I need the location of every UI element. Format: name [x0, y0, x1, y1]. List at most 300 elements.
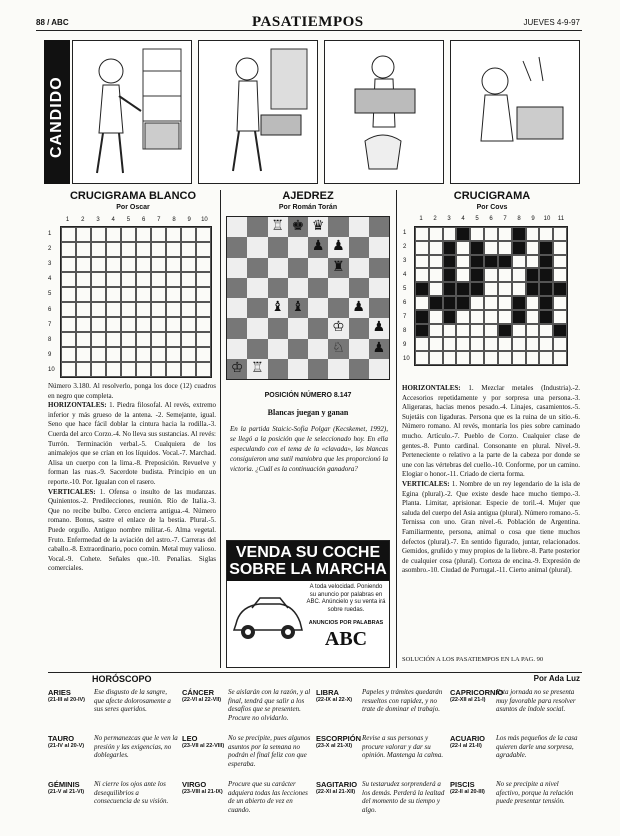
grid-cell[interactable]	[526, 241, 540, 255]
grid-cell[interactable]	[553, 255, 567, 269]
grid-cell[interactable]	[136, 332, 151, 347]
grid-cell[interactable]	[498, 241, 512, 255]
grid-cell[interactable]	[76, 302, 91, 317]
grid-cell[interactable]	[429, 241, 443, 255]
grid-cell[interactable]	[61, 257, 76, 272]
grid-cell[interactable]	[539, 337, 553, 351]
grid-cell[interactable]	[470, 282, 484, 296]
grid-cell[interactable]	[484, 282, 498, 296]
grid-cell[interactable]	[484, 351, 498, 365]
grid-cell[interactable]	[121, 257, 136, 272]
sign-text: Ese disgusto de la sangre, que afecte dolorosamente a sus seres queridos.	[94, 688, 171, 714]
grid-cell[interactable]	[151, 257, 166, 272]
grid-cell[interactable]	[196, 287, 211, 302]
grid-cell[interactable]	[429, 351, 443, 365]
grid-cell[interactable]	[166, 317, 181, 332]
sign-name: GÉMINIS	[48, 780, 80, 789]
grid-cell[interactable]	[470, 227, 484, 241]
grid-cell[interactable]	[61, 287, 76, 302]
grid-cell[interactable]	[498, 282, 512, 296]
sign-text: Se aislarán con la razón, y al final, tendrá que salir a los desafíos que se presenten. Procure no olvidarlo.	[228, 688, 311, 722]
grid-cell[interactable]	[61, 362, 76, 377]
grid-cell[interactable]	[484, 296, 498, 310]
grid-cell[interactable]	[484, 255, 498, 269]
grid-cell[interactable]	[484, 227, 498, 241]
row-number: 2	[403, 244, 407, 250]
grid-cell[interactable]	[121, 242, 136, 257]
sign-name: ARIES	[48, 688, 71, 697]
grid-cell[interactable]	[415, 268, 429, 282]
grid-cell[interactable]	[181, 257, 196, 272]
grid-cell[interactable]	[76, 227, 91, 242]
grid-cell[interactable]	[91, 287, 106, 302]
horoscopo-title: HORÓSCOPO	[92, 674, 152, 684]
grid-cell[interactable]	[106, 287, 121, 302]
sign-text: Esta jornada no se presenta muy favorable para resolver asuntos de índole social.	[496, 688, 576, 714]
grid-cell[interactable]	[512, 282, 526, 296]
grid-cell[interactable]	[166, 242, 181, 257]
grid-cell[interactable]	[136, 347, 151, 362]
grid-cell[interactable]	[196, 227, 211, 242]
grid-cell[interactable]	[121, 347, 136, 362]
grid-cell[interactable]	[539, 282, 553, 296]
grid-cell[interactable]	[526, 296, 540, 310]
grid-cell[interactable]	[456, 268, 470, 282]
row-number: 8	[48, 337, 52, 344]
grid-cell[interactable]	[106, 272, 121, 287]
grid-cell[interactable]	[443, 227, 457, 241]
grid-cell[interactable]	[498, 227, 512, 241]
grid-cell[interactable]	[512, 255, 526, 269]
grid-cell[interactable]	[539, 324, 553, 338]
chess-piece: ♟	[369, 339, 389, 359]
grid-cell[interactable]	[512, 351, 526, 365]
grid-cell[interactable]	[181, 302, 196, 317]
row-number: 3	[403, 258, 407, 264]
crucigrama-grid[interactable]	[414, 226, 568, 366]
chess-piece: ♘	[328, 339, 348, 359]
chess-square	[308, 278, 328, 298]
grid-cell[interactable]	[512, 241, 526, 255]
col-number: 6	[141, 217, 146, 223]
grid-cell[interactable]	[166, 272, 181, 287]
grid-cell[interactable]	[91, 347, 106, 362]
grid-cell[interactable]	[498, 324, 512, 338]
grid-cell[interactable]	[106, 347, 121, 362]
grid-cell[interactable]	[429, 282, 443, 296]
grid-cell[interactable]	[443, 255, 457, 269]
comic-drawing-3	[325, 41, 442, 182]
grid-cell[interactable]	[553, 227, 567, 241]
grid-cell[interactable]	[181, 287, 196, 302]
grid-cell[interactable]	[136, 287, 151, 302]
grid-cell[interactable]	[415, 337, 429, 351]
grid-cell[interactable]	[121, 227, 136, 242]
grid-cell[interactable]	[151, 272, 166, 287]
grid-cell[interactable]	[166, 362, 181, 377]
grid-cell[interactable]	[415, 255, 429, 269]
grid-cell[interactable]	[76, 362, 91, 377]
chess-square	[369, 258, 389, 278]
crucigrama-blanco-horizontales-label: HORIZONTALES:	[48, 401, 107, 410]
grid-cell[interactable]	[539, 268, 553, 282]
grid-cell[interactable]	[539, 227, 553, 241]
grid-cell[interactable]	[456, 310, 470, 324]
grid-cell[interactable]	[76, 317, 91, 332]
grid-cell[interactable]	[539, 241, 553, 255]
row-number: 7	[403, 314, 407, 320]
grid-cell[interactable]	[539, 310, 553, 324]
grid-cell[interactable]	[498, 351, 512, 365]
grid-cell[interactable]	[456, 351, 470, 365]
grid-cell[interactable]	[553, 241, 567, 255]
grid-cell[interactable]	[181, 227, 196, 242]
grid-cell[interactable]	[470, 255, 484, 269]
grid-cell[interactable]	[512, 310, 526, 324]
chess-piece: ♟	[308, 237, 328, 257]
grid-cell[interactable]	[106, 302, 121, 317]
grid-cell[interactable]	[166, 227, 181, 242]
chess-square	[288, 237, 308, 257]
grid-cell[interactable]	[456, 282, 470, 296]
grid-cell[interactable]	[443, 296, 457, 310]
grid-cell[interactable]	[181, 347, 196, 362]
grid-cell[interactable]	[196, 242, 211, 257]
grid-cell[interactable]	[470, 337, 484, 351]
grid-cell[interactable]	[470, 310, 484, 324]
grid-cell[interactable]	[539, 351, 553, 365]
grid-cell[interactable]	[512, 296, 526, 310]
grid-cell[interactable]	[196, 347, 211, 362]
grid-cell[interactable]	[498, 310, 512, 324]
grid-cell[interactable]	[553, 282, 567, 296]
sign-dates: (21-IV al 20-V)	[48, 743, 85, 749]
sign-dates: (22-I al 21-II)	[450, 743, 482, 749]
col-number: 1	[65, 217, 70, 223]
grid-cell[interactable]	[106, 317, 121, 332]
grid-cell[interactable]	[415, 351, 429, 365]
sign-dates: (22-XII al 21-I)	[450, 697, 486, 703]
grid-cell[interactable]	[166, 332, 181, 347]
horoscope-sign	[450, 688, 580, 714]
grid-cell[interactable]	[181, 317, 196, 332]
grid-cell[interactable]	[429, 227, 443, 241]
sign-label	[182, 734, 228, 768]
grid-cell[interactable]	[470, 324, 484, 338]
grid-cell[interactable]	[61, 347, 76, 362]
col-number: 5	[126, 217, 131, 223]
grid-cell[interactable]	[91, 302, 106, 317]
grid-cell[interactable]	[136, 227, 151, 242]
grid-cell[interactable]	[76, 272, 91, 287]
header-rule	[36, 30, 582, 31]
grid-cell[interactable]	[443, 337, 457, 351]
grid-cell[interactable]	[484, 241, 498, 255]
grid-cell[interactable]	[415, 282, 429, 296]
grid-cell[interactable]	[470, 268, 484, 282]
sign-label	[316, 734, 362, 760]
grid-cell[interactable]	[196, 362, 211, 377]
grid-cell[interactable]	[121, 272, 136, 287]
grid-cell[interactable]	[76, 242, 91, 257]
sign-text: Revise a sus personas y procure valorar y dar su opinión. Mantenga la calma.	[362, 734, 444, 760]
grid-cell[interactable]	[553, 337, 567, 351]
grid-cell[interactable]	[526, 324, 540, 338]
grid-cell[interactable]	[181, 242, 196, 257]
chess-board	[226, 216, 390, 380]
grid-cell[interactable]	[526, 310, 540, 324]
grid-cell[interactable]	[76, 332, 91, 347]
grid-cell[interactable]	[196, 302, 211, 317]
grid-cell[interactable]	[443, 324, 457, 338]
grid-cell[interactable]	[181, 332, 196, 347]
grid-cell[interactable]	[539, 296, 553, 310]
horoscope-sign	[450, 780, 580, 806]
grid-cell[interactable]	[61, 227, 76, 242]
chess-piece: ♟	[349, 298, 369, 318]
grid-cell[interactable]	[196, 317, 211, 332]
ad-body: A toda velocidad. Poniendo su anuncio por palabras en ABC. Anúncielo y su venta irá sobre ruedas.	[306, 584, 386, 613]
chess-square	[369, 278, 389, 298]
grid-cell[interactable]	[429, 324, 443, 338]
row-number: 4	[48, 276, 52, 283]
grid-cell[interactable]	[136, 362, 151, 377]
grid-cell[interactable]	[415, 227, 429, 241]
grid-cell[interactable]	[443, 241, 457, 255]
sign-text: Ni cierre los ojos ante los desequilibrios a consecuencia de su visión.	[94, 780, 169, 806]
grid-cell[interactable]	[526, 337, 540, 351]
grid-cell[interactable]	[136, 317, 151, 332]
grid-cell[interactable]	[539, 255, 553, 269]
crucigrama-blanco-verticales-label: VERTICALES:	[48, 487, 96, 496]
chess-square	[227, 298, 247, 318]
grid-cell[interactable]	[106, 332, 121, 347]
grid-cell[interactable]	[415, 241, 429, 255]
grid-cell[interactable]	[456, 227, 470, 241]
grid-cell[interactable]	[429, 268, 443, 282]
grid-cell[interactable]	[456, 337, 470, 351]
chess-square	[247, 217, 267, 237]
chess-square	[308, 298, 328, 318]
row-number: 6	[403, 300, 407, 306]
row-number: 3	[48, 261, 52, 267]
grid-cell[interactable]	[121, 362, 136, 377]
grid-cell[interactable]	[526, 282, 540, 296]
grid-cell[interactable]	[429, 255, 443, 269]
grid-cell[interactable]	[429, 310, 443, 324]
grid-cell[interactable]	[121, 287, 136, 302]
sign-name: ACUARIO	[450, 734, 485, 743]
grid-cell[interactable]	[136, 242, 151, 257]
grid-cell[interactable]	[121, 317, 136, 332]
solution-note: SOLUCIÓN A LOS PASATIEMPOS EN LA PAG. 90	[402, 656, 544, 663]
grid-cell[interactable]	[91, 332, 106, 347]
grid-cell[interactable]	[526, 351, 540, 365]
grid-cell[interactable]	[151, 242, 166, 257]
grid-cell[interactable]	[512, 324, 526, 338]
crucigrama-blanco-intro: Número 3.180. Al resolverlo, ponga los doce (12) cuadros en negro que completa.	[48, 382, 216, 400]
chess-square	[288, 278, 308, 298]
grid-cell[interactable]	[151, 362, 166, 377]
grid-cell[interactable]	[498, 296, 512, 310]
chess-square	[247, 298, 267, 318]
grid-cell[interactable]	[151, 332, 166, 347]
sign-text: No se precipite, pues algunos asuntos por la semana no podrán el final feliz con que esperaba.	[228, 734, 311, 768]
grid-cell[interactable]	[136, 302, 151, 317]
grid-cell[interactable]	[91, 227, 106, 242]
col-number: 5	[475, 216, 479, 222]
ad-headline-1: VENDA SU COCHE	[235, 544, 381, 561]
crucigrama-blanco-text	[48, 382, 216, 574]
grid-cell[interactable]	[456, 296, 470, 310]
grid-cell[interactable]	[136, 257, 151, 272]
grid-cell[interactable]	[61, 332, 76, 347]
grid-cell[interactable]	[91, 242, 106, 257]
row-number: 1	[403, 230, 407, 236]
grid-cell[interactable]	[166, 287, 181, 302]
grid-cell[interactable]	[456, 255, 470, 269]
grid-cell[interactable]	[443, 310, 457, 324]
horoscope-sign	[48, 688, 178, 714]
grid-cell[interactable]	[512, 268, 526, 282]
chess-square	[227, 217, 247, 237]
grid-cell[interactable]	[76, 257, 91, 272]
crucigrama-horizontales-label: HORIZONTALES:	[402, 384, 461, 392]
grid-cell[interactable]	[166, 257, 181, 272]
horoscope-sign	[182, 780, 312, 814]
grid-cell[interactable]	[181, 362, 196, 377]
car-icon	[230, 584, 306, 650]
row-number: 4	[403, 272, 407, 278]
chess-piece: ♟	[369, 318, 389, 338]
grid-cell[interactable]	[498, 255, 512, 269]
grid-cell[interactable]	[106, 242, 121, 257]
grid-cell[interactable]	[76, 347, 91, 362]
ad-headline-2: SOBRE LA MARCHA	[229, 561, 387, 578]
grid-cell[interactable]	[136, 272, 151, 287]
col-number: 11	[557, 216, 565, 222]
chess-square	[268, 237, 288, 257]
crucigrama-verticales-label: VERTICALES:	[402, 479, 450, 488]
chess-square	[308, 339, 328, 359]
grid-cell[interactable]	[553, 268, 567, 282]
sign-name: PISCIS	[450, 780, 475, 789]
chess-piece: ♖	[247, 359, 267, 379]
grid-cell[interactable]	[512, 337, 526, 351]
grid-cell[interactable]	[456, 241, 470, 255]
grid-cell[interactable]	[61, 317, 76, 332]
grid-cell[interactable]	[526, 255, 540, 269]
grid-cell[interactable]	[181, 272, 196, 287]
grid-cell[interactable]	[512, 227, 526, 241]
chess-square	[268, 278, 288, 298]
horoscopo-grid	[48, 688, 582, 828]
grid-cell[interactable]	[415, 296, 429, 310]
grid-cell[interactable]	[61, 242, 76, 257]
horoscope-sign	[48, 734, 178, 760]
grid-cell[interactable]	[76, 287, 91, 302]
grid-cell[interactable]	[106, 257, 121, 272]
grid-cell[interactable]	[429, 337, 443, 351]
grid-cell[interactable]	[196, 272, 211, 287]
grid-cell[interactable]	[91, 362, 106, 377]
grid-cell[interactable]	[121, 332, 136, 347]
row-number: 2	[48, 245, 52, 252]
grid-cell[interactable]	[484, 310, 498, 324]
grid-cell[interactable]	[151, 347, 166, 362]
grid-cell[interactable]	[553, 324, 567, 338]
chess-square	[247, 278, 267, 298]
grid-cell[interactable]	[196, 257, 211, 272]
sign-dates: (22-II al 20-III)	[450, 789, 485, 795]
grid-cell[interactable]	[553, 351, 567, 365]
grid-cell[interactable]	[91, 272, 106, 287]
comic-panel-2	[198, 40, 318, 184]
chess-square	[328, 359, 348, 379]
sign-text: Papeles y trámites quedarán resueltos con rapidez, y no trate de dominar el trabajo.	[362, 688, 443, 714]
crucigrama-blanco-grid[interactable]	[60, 226, 212, 378]
grid-cell[interactable]	[415, 324, 429, 338]
grid-cell[interactable]	[484, 337, 498, 351]
col-number: 4	[461, 216, 465, 222]
grid-cell[interactable]	[553, 310, 567, 324]
grid-cell[interactable]	[526, 268, 540, 282]
grid-cell[interactable]	[151, 287, 166, 302]
crucigrama-row-numbers	[403, 226, 413, 366]
column-divider-1	[220, 190, 221, 668]
grid-cell[interactable]	[498, 268, 512, 282]
grid-cell[interactable]	[498, 337, 512, 351]
grid-cell[interactable]	[106, 362, 121, 377]
grid-cell[interactable]	[196, 332, 211, 347]
chess-square	[328, 278, 348, 298]
grid-cell[interactable]	[484, 324, 498, 338]
chess-piece: ♔	[328, 318, 348, 338]
sign-label	[48, 688, 94, 714]
grid-cell[interactable]	[61, 272, 76, 287]
grid-cell[interactable]	[61, 302, 76, 317]
grid-cell[interactable]	[443, 282, 457, 296]
grid-cell[interactable]	[443, 268, 457, 282]
grid-cell[interactable]	[121, 302, 136, 317]
sign-name: LIBRA	[316, 688, 339, 697]
grid-cell[interactable]	[166, 302, 181, 317]
row-number: 8	[403, 328, 407, 334]
grid-cell[interactable]	[91, 317, 106, 332]
grid-cell[interactable]	[106, 227, 121, 242]
grid-cell[interactable]	[166, 347, 181, 362]
grid-cell[interactable]	[443, 351, 457, 365]
grid-cell[interactable]	[470, 296, 484, 310]
horoscope-sign	[48, 780, 178, 806]
row-number: 10	[403, 356, 410, 362]
chess-square	[247, 258, 267, 278]
grid-cell[interactable]	[456, 324, 470, 338]
grid-cell[interactable]	[526, 227, 540, 241]
chess-square	[227, 258, 247, 278]
grid-cell[interactable]	[484, 268, 498, 282]
grid-cell[interactable]	[91, 257, 106, 272]
grid-cell[interactable]	[151, 317, 166, 332]
grid-cell[interactable]	[470, 351, 484, 365]
grid-cell[interactable]	[429, 296, 443, 310]
row-number: 1	[48, 230, 52, 237]
grid-cell[interactable]	[415, 310, 429, 324]
grid-cell[interactable]	[151, 302, 166, 317]
grid-cell[interactable]	[151, 227, 166, 242]
grid-cell[interactable]	[553, 296, 567, 310]
grid-cell[interactable]	[470, 241, 484, 255]
